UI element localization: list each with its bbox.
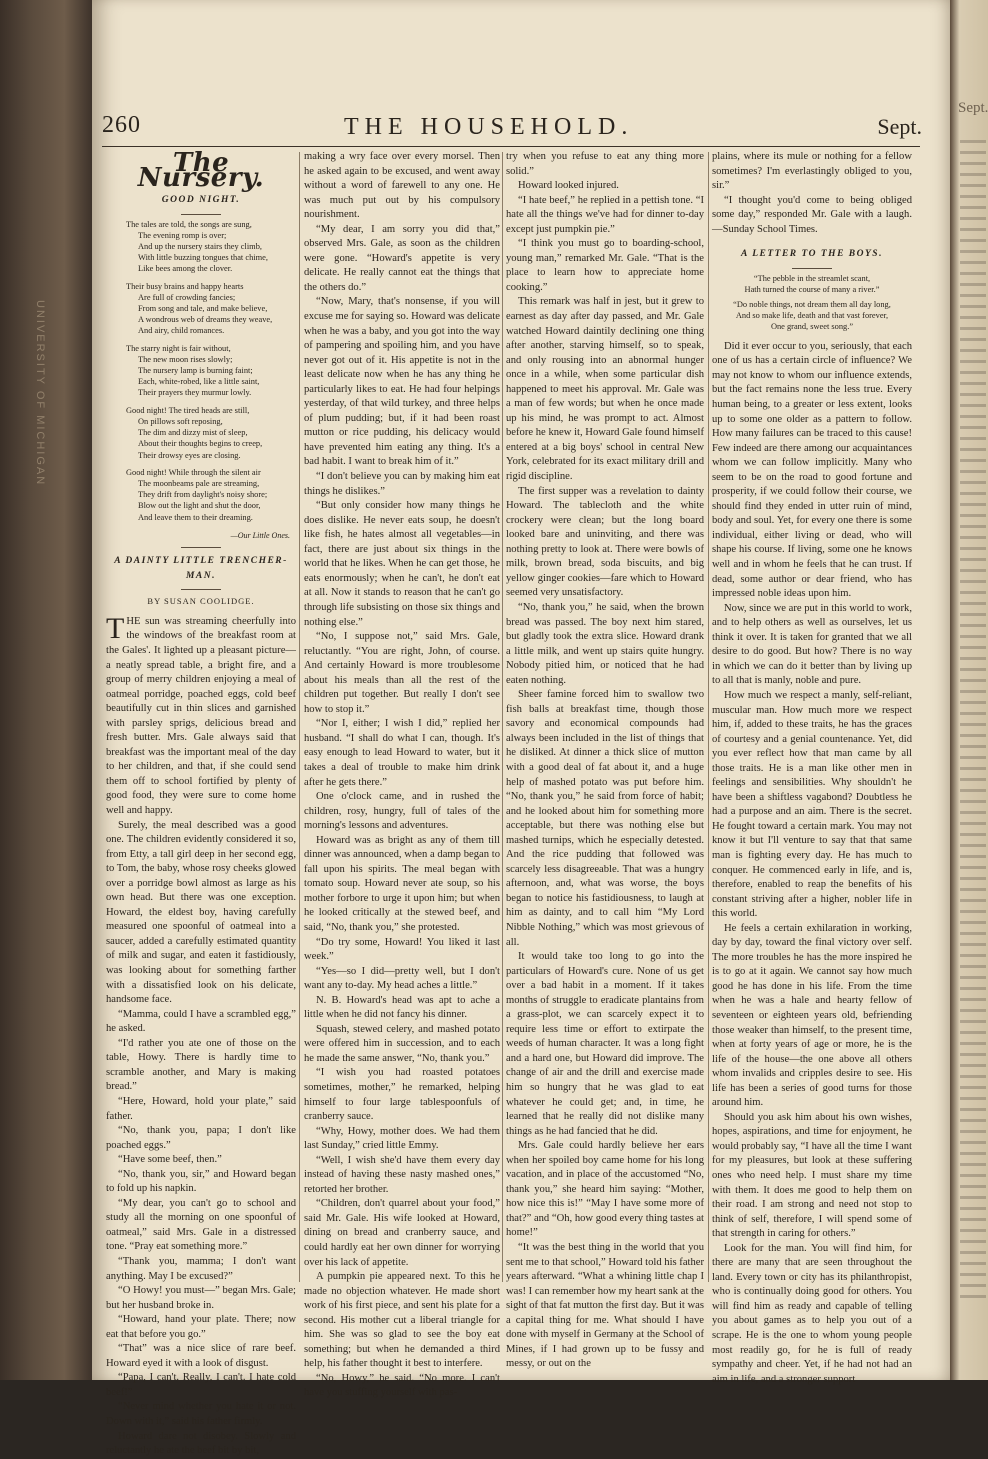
divider	[792, 268, 832, 269]
next-page-month: Sept.	[958, 100, 988, 116]
poem-line: They drift from daylight's noisy shore;	[138, 490, 268, 500]
paragraph: “Do try some, Howard! You liked it last week.”	[304, 936, 500, 963]
drop-cap: T	[106, 611, 125, 645]
paragraph: Howard looked injured.	[518, 180, 619, 192]
paragraph: Mrs. Gale could hardly believe her ears when her spoiled boy came home for his long vacation, and in place of the accustomed “No, thank you,” she heard him saying: “Mother, how nice this is!” “May I have some more of that?” and “Oh, how good every thing tastes at home!”	[506, 1140, 704, 1239]
paragraph: “No, thank you, papa; I don't like poached eggs.”	[106, 1125, 296, 1151]
paragraph: Look for the man. You will find him, for there are many that are seen throughout the land. Every town or city has its philanthropist, who is continually doing good for others. You will find him as ready and capable of telling you about games as to help you out of a scrape. He is the one to whom young people most readily go, for he is full of ready sympathy and cheer. Yet, if he had not had an aim in life, and a stronger support	[712, 1242, 912, 1385]
poem-line: On pillows soft reposing,	[138, 416, 223, 426]
paragraph: “I'd rather you ate one of those on the table, Howy. There is hardly time to scramble another, and Mary is making bread.”	[106, 1037, 296, 1093]
column-3	[506, 150, 704, 1370]
paragraph: “No, thank you,” he said, when the brown bread was passed. The boy next him stared, but gladly took the extra slice. Howard drank a little milk, and went up stairs quite hungry. Nobody pitied him, or noticed that he had eaten nothing.	[506, 601, 704, 686]
poem-line: And airy, child romances.	[138, 326, 225, 336]
article-continuation	[712, 150, 912, 237]
paragraph: One o'clock came, and in rushed the children, rosy, hungry, full of tales of the morning's lessons and adventures.	[304, 791, 500, 832]
column-divider	[708, 152, 709, 1282]
page-number: 260	[102, 112, 141, 138]
book-binding-left	[0, 0, 92, 1380]
paragraph: “O Howy! you must—” began Mrs. Gale; but her husband broke in.	[106, 1285, 296, 1311]
paragraph: Howard dare not disobey. Slowly and reluctantly he ate the beef bit by bit,	[106, 1430, 296, 1457]
poem-credit: —Our Little Ones.	[230, 530, 290, 540]
paragraph: “My dear, I am sorry you did that,” observed Mrs. Gale, as soon as the children were gone. “Howard's appetite is very delicate. He really cannot eat the things that the others do.”	[304, 223, 500, 293]
epigraph	[712, 273, 912, 332]
divider	[181, 214, 221, 215]
paragraph: “Yes—so I did—pretty well, but I don't want any to-day. My head aches a little.”	[304, 965, 500, 992]
paragraph: try when you refuse to eat any thing more solid.”	[506, 151, 704, 177]
story-title: A DAINTY LITTLE TRENCHER-MAN.	[114, 556, 288, 581]
paragraph: Did it ever occur to you, seriously, that each one of us has a certain circle of influence? We may not know to whom our influence extends, but the fact remains none the less true. Every human being, to a greater or less extent, looks up to some one older as a pattern to follow. How many failures can be traced to this cause! Few indeed are there among our acquaintances whom we can follow implicitly. Many who seem to be on the road to good fortune and prosperity, if we could follow their course, we should find they ended in utter ruin of mind, body and soul. Yet, for every one there is some individual, either living or dead, who will shape his course. If living, some one he knows well and in whom he feels that he can trust. If dead, some author or dear friend, who has impressed noble ideas upon him.	[712, 340, 912, 600]
poem-line: A wondrous web of dreams they weave,	[138, 315, 273, 325]
paragraph: “I hate beef,” he replied in a pettish tone. “I hate all the things we've had for dinner to-day except just pumpkin pie.”	[506, 194, 704, 235]
poem-line: And up the nursery stairs they climb,	[138, 242, 262, 252]
article-body	[106, 611, 296, 1459]
epigraph-line: “The pebble in the streamlet scant,	[753, 273, 871, 283]
paragraph: Should you ask him about his own wishes, hopes, aspirations, and time for enjoyment, he would probably say, “I have all the time I want for my pleasures, but look at these suffering ones who need help. I must share my time with them. It does me good to help them on their road. I am strong and need not stop to think of self, therefore, I will spend some of that strength in caring for others.”	[712, 1111, 912, 1240]
poem-line: With little buzzing tongues that chime,	[138, 253, 268, 263]
paragraph: “Why, Howy, mother does. We had them last Sunday,” cried little Emmy.	[304, 1125, 500, 1152]
poem-line: The dim and dizzy mist of sleep,	[138, 428, 248, 438]
paragraph-text: HE sun was streaming cheerfully into the windows of the breakfast room at the Gales'. It lighted up a pleasant picture—a neatly spread table, a bright fire, and a group of merry children enjoying a meal of oatmeal porridge, poached eggs, cold beef beautifully cut in thin slices and garnished with parsley sprigs, delicious bread and fresh butter. Mrs. Gale always said that breakfast was the important meal of the day to her children, and that, if she could send them off to school fortified by plenty of good food, they were sure to come home well and happy.	[106, 615, 296, 817]
poem-line: The new moon rises slowly;	[138, 354, 233, 364]
issue-month: Sept.	[877, 114, 922, 139]
paragraph: “I wish you had roasted potatoes sometimes, mother,” he remarked, helping himself to four large tablespoonfuls of cranberry sauce.	[304, 1067, 500, 1123]
paragraph: “That” was a nice slice of rare beef. Howard eyed it with a look of disgust.	[106, 1343, 296, 1369]
poem-line: Blow out the light and shut the door,	[138, 501, 261, 511]
poem-line: Good night! The tired heads are still,	[126, 405, 250, 415]
masthead-title: THE HOUSEHOLD.	[344, 114, 634, 140]
paragraph: “No, I suppose not,” said Mrs. Gale, reluctantly. “You are right, John, of course. And certainly Howard is more troublesome about his meals than all the rest of the children put together. But really I don't see how to stop it.”	[304, 631, 500, 715]
epigraph-line: And so make life, death and that vast forever,	[735, 310, 889, 320]
epigraph-line: “Do noble things, not dream them all day long,	[733, 299, 891, 309]
letter-body	[712, 340, 912, 1387]
page-header	[102, 112, 922, 146]
poem-line: Like bees among the clover.	[138, 264, 233, 274]
next-page-edge	[950, 0, 988, 1380]
paragraph: “No, thank you, sir,” and Howard began to fold up his napkin.	[106, 1168, 296, 1195]
column-1	[106, 148, 296, 1457]
poem-line: Each, white-robed, like a little saint,	[138, 377, 260, 387]
poem-line: Good night! While through the silent air	[126, 467, 261, 477]
paragraph: “Thank you, mamma; I don't want anything. May I be excused?”	[106, 1255, 296, 1282]
paragraph: “I think you must go to boarding-school, young man,” remarked Mr. Gale. “That is the place to learn how to appreciate home cooking.”	[506, 238, 704, 293]
byline: BY SUSAN COOLIDGE.	[147, 596, 255, 607]
poem-line: From song and tale, and make believe,	[138, 304, 268, 314]
paragraph: “I thought you'd come to being obliged some day,” responded Mr. Gale with a laugh.—Sunday School Times.	[712, 194, 912, 235]
paragraph: “No, Howy,” he said. “No more. I can't have you stuffing yourself with pas-	[304, 1372, 500, 1399]
column-divider	[502, 152, 503, 1282]
paragraph	[106, 611, 296, 819]
paragraph: “Have some beef, then.”	[118, 1154, 222, 1166]
paragraph: “Now, Mary, that's nonsense, if you will excuse me for saying so. Howard was delicate when he was a baby, and you got into the way of pampering and spoiling him, and you have never got out of it. His appetite is not in the least delicate now when he has any thing he particularly likes to eat. He had four helpings yesterday, of that wild turkey, and three helps of plum pudding; but, if it had been roast mutton or rice pudding, his delicacy would have prevented him eating any thing. It's a bad habit. I want to break him of it.”	[304, 296, 500, 468]
paragraph: “Nor I, either; I wish I did,” replied her husband. “I shall do what I can, though. It's easy enough to lead Howard to water, but it takes a deal of trouble to make him drink after he gets there.”	[304, 718, 500, 788]
newspaper-page	[92, 0, 950, 1457]
poem-line: Their drowsy eyes are closing.	[138, 450, 241, 460]
paragraph: Squash, stewed celery, and mashed potato were offered him in succession, and to each he made the same answer, “No, thank you.”	[304, 1023, 500, 1064]
section-title: The Nursery.	[137, 148, 265, 193]
poem-line: Their busy brains and happy hearts	[126, 281, 244, 291]
next-page-text-lines	[960, 140, 986, 1300]
paragraph: “But only consider how many things he does dislike. He never eats soup, he doesn't like fish, he hates almost all vegetables—in fact, there are just about six things in the world that he likes. When he can get those, he eats enormously; when he can't, he don't eat at all. Now it stands to reason that he can't go through life subsisting on those six things and nothing else.”	[304, 500, 500, 628]
letter-title: A LETTER TO THE BOYS.	[741, 249, 883, 260]
paragraph: Sheer famine forced him to swallow two fish balls at breakfast time, though those savory and economical compounds had always been included in the list of things that he disliked. At dinner a thick slice of mutton with a good deal of fat about it, and a huge help of mashed potato was put before him. “No, thank you,” he said from force of habit; and he looked about him for something more acceptable, but there was nothing else but mashed turnips, which he especially detested. And the rice pudding that followed was scarcely less disagreeable. That was a hungry afternoon, and, what was worse, the boys began to notice his fastidiousness, to laugh at him as dainty, and to call him “My Lord Nibble Nothing,” which was most grievous of all.	[506, 689, 704, 948]
column-4	[712, 150, 912, 1385]
poem-line: And leave them to their dreaming.	[138, 512, 253, 522]
divider	[181, 589, 221, 590]
paragraph: “I don't believe you can by making him eat things he dislikes.”	[304, 471, 500, 497]
poem-line: The nursery lamp is burning faint;	[138, 366, 253, 376]
paragraph: “Well, I wish she'd have them every day instead of having these nasty mashed ones,” retorted her brother.	[304, 1154, 500, 1195]
poem-line: Are full of crowding fancies;	[138, 292, 236, 302]
paragraph: making a wry face over every morsel. Then he asked again to be excused, and went away without a word of farewell to any one. He was much put out by his compulsory nourishment.	[304, 151, 500, 221]
paragraph: Now, since we are put in this world to work, and to help others as well as ourselves, let us think it over. It is taken for granted that we all desire to do good. But how? There is no way in which we can do it better than by living up to all that is manly, noble and pure.	[712, 602, 912, 687]
paragraph: “It was the best thing in the world that you sent me to that school,” Howard told his father years afterward. “What a whining little chap I was! I can remember how my heart sank at the sight of that fat mutton the first day. But it was a capital thing for me. What should I have done with myself in Germany at the School of Mines, if I had grown up to be fussy and messy, or out on the	[506, 1242, 704, 1370]
header-rule	[102, 146, 920, 147]
paragraph: He feels a certain exhilaration in working, day by day, toward the final victory over self. The more troubles he has the more inspired he is to go at it again. We cannot say how much good he has done in his life. From the time when he was a hale and hearty fellow of seventeen or eighteen years old, befriending those weaker than himself, to the present time, when at forty years of age or more, he is the life of the house—the one above all others whom invalids and cripples desire to see. His life has been a series of good turns for those around him.	[712, 922, 912, 1109]
paragraph: Surely, the meal described was a good one. The children evidently considered it so, from Etty, a tall girl deep in her second egg, to Tom, the baby, whose rosy cheeks glowed over a porridge bowl almost as large as his own head. But there was one exception. Howard, the eldest boy, having carefully measured one spoonful of oatmeal into a saucer, added a carefully estimated quantity of milk and sugar, and eaten it fastidiously, was looking about for something farther with a dissatisfied look on his delicate, handsome face.	[106, 819, 296, 1006]
poem-line: The starry night is fair without,	[126, 343, 231, 353]
paragraph: How much we respect a manly, self-reliant, muscular man. How much more we respect him, if, added to these traits, he has the graces of courtesy and a genial countenance. Yet, did you ever reflect how that man came by all those traits. He is a man like other men in feelings and sensibilities. Why shouldn't he have been a shiftless vagabond? Doubtless he had a purpose and an aim. There is the secret. He fought toward a certain mark. You may not know it but I'll venture to say that that same man is fighting every day. He has much to conquer. He commenced early in life, and is, therefore, enabled to reap the benefits of his constant striving after a higher, nobler life in this world.	[712, 689, 912, 920]
epigraph-line: Hath turned the course of many a river.”	[744, 284, 880, 294]
paragraph: “My dear, you can't go to school and study all the morning on one spoonful of oatmeal,” said Mrs. Gale in a distressed tone. “Pray eat something more.”	[106, 1197, 296, 1253]
paragraph: It would take too long to go into the particulars of Howard's cure. None of us get over a bad habit in a moment. If it takes months of struggle to eradicate plantains from a grass-plot, we can scarcely expect it to require less time or effort to extirpate the weeds of human character. It was a long fight and a hard one, but Howard did improve. The change of air and the drill and exercise made him so hungry that he was glad to eat whatever he could get; and, in time, he learned that he really did not dislike many things as he had fancied that he did.	[506, 951, 704, 1137]
paragraph: “Never mind whether you hate it or not. Down with it,” said his father firmly.	[106, 1401, 296, 1427]
paragraph: A pumpkin pie appeared next. To this he made no objection whatever. He made short work of his first piece, and sent his plate for a second. His mother cut a liberal triangle for him. She was so glad to see the boy eat something; but when he demanded a third help, his father thought it best to interfere.	[304, 1271, 500, 1370]
paragraph: N. B. Howard's head was apt to ache a little when he did not fancy his dinner.	[304, 994, 500, 1021]
binding-stamp: UNIVERSITY OF MICHIGAN	[34, 300, 46, 487]
paragraph: “Howard, hand your plate. There; now eat that before you go.”	[106, 1314, 296, 1340]
poem-line: The moonbeams pale are streaming,	[138, 478, 260, 488]
epigraph-line: One grand, sweet song.”	[770, 321, 854, 331]
paragraph: The first supper was a revelation to dainty Howard. The tablecloth and the white crockery were clean; but the long board looked bare and uninviting, and there was nothing pretty to look at. There were bowls of milk, brown bread, soda biscuits, and big yellow ginger cookies—fare which to Howard seemed very unsatisfactory.	[506, 485, 704, 599]
paragraph: plains, where its mule or nothing for a fellow sometimes? I'm everlastingly obliged to you, sir.”	[712, 151, 912, 192]
divider	[181, 547, 221, 548]
paragraph: This remark was half in jest, but it grew to earnest as day after day passed, and Mr. Gale watched Howard daintily declining one thing after another, starving himself, so to speak, and only rousing into an abnormal hunger once in a while, when some particular dish happened to meet his approval. Mr. Gale was a man of few words; but when he once made up his mind, he was prompt to act. Almost before he knew it, Howard Gale found himself entered at a big boys' school in central New York, celebrated for its exact military drill and rigid discipline.	[506, 296, 704, 483]
poem-line: Their prayers they murmur lowly.	[138, 388, 252, 398]
paragraph: “Children, don't quarrel about your food,” said Mr. Gale. His wife looked at Howard, dining on bread and cranberry sauce, and could hardly eat her own dinner for worrying over his lack of appetite.	[304, 1198, 500, 1268]
column-2	[304, 150, 500, 1399]
paragraph: “Here, Howard, hold your plate,” said father.	[106, 1095, 296, 1122]
paragraph: “Mamma, could I have a scrambled egg,” he asked.	[106, 1008, 296, 1035]
poem-line: The tales are told, the songs are sung,	[126, 219, 252, 229]
paragraph: “Papa, I can't. Really, I can't. I hate cold beef!”	[106, 1372, 296, 1398]
poem	[126, 219, 292, 523]
poem-line: About their thoughts begins to creep,	[138, 439, 263, 449]
poem-line: The evening romp is over;	[138, 230, 227, 240]
column-divider	[299, 152, 300, 1282]
poem-title: GOOD NIGHT.	[161, 195, 241, 206]
paragraph: Howard was as bright as any of them till dinner was announced, when a damp began to fall upon his spirits. The meal began with tomato soup. Howard never ate soup, so his mother forbore to urge it upon him; but when he looked critically at the stewed beef, and said, “No, thank you,” she protested.	[304, 834, 500, 933]
